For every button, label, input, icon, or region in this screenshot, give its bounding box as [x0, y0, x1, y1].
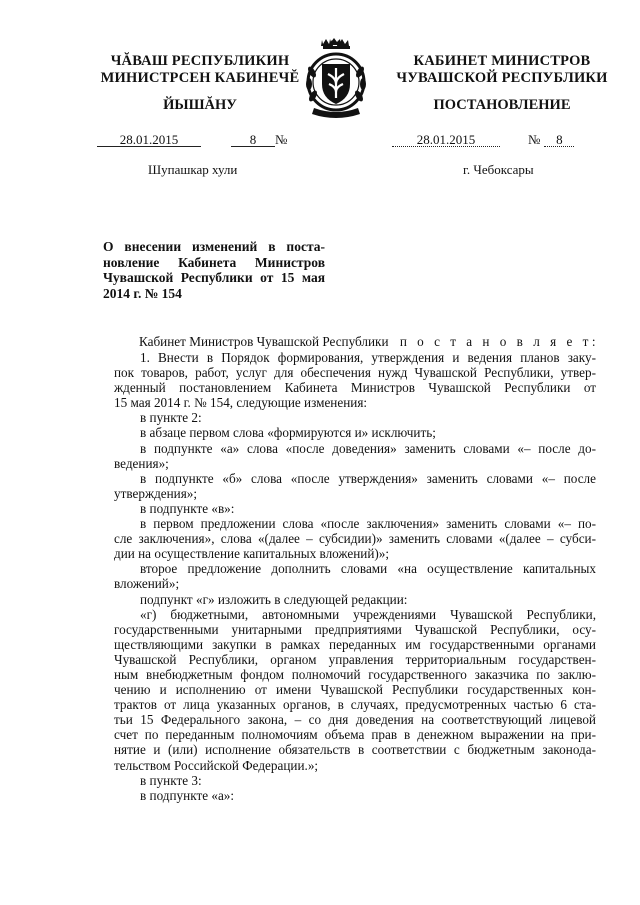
body-line: дии на осуществление капитальных вложений)»;: [114, 546, 390, 562]
body-line: нятие и (или) исполнение обязательств в соответствии с бюджетным законода-: [114, 742, 596, 758]
body-line: ведения»;: [114, 455, 169, 471]
left-number-sign: №: [275, 132, 288, 147]
body-line: в подпункте «а» слова «после доведения» заменить словами «– после до-: [140, 440, 596, 456]
left-meta-line: [97, 132, 317, 148]
right-city: г. Чебоксары: [463, 162, 534, 177]
body-line: тьи 15 Федерального закона, – со дня доведения на соответствующий лицевой: [114, 712, 596, 728]
header-right-line2: ЧУВАШСКОЙ РЕСПУБЛИКИ: [396, 70, 608, 86]
subject-line: новление Кабинета Министров: [103, 254, 325, 270]
subject-line: 2014 г. № 154: [103, 285, 182, 301]
preamble-text: Кабинет Министров Чувашской Республики: [139, 334, 389, 349]
header-right-line1: КАБИНЕТ МИНИСТРОВ: [413, 53, 591, 69]
body-line: ным внебюджетным фондом полномочий государственного заказчика по заклю-: [114, 666, 596, 682]
header-left-doc-type: ЙЫШĂНУ: [163, 97, 237, 113]
body-line: сле заключения», слова «(далее – субсидии)» заменить словами «(далее – субси-: [114, 531, 596, 547]
body-line: счет по переданным полномочиям объема прав в денежном выражении на при-: [114, 727, 596, 743]
preamble: [139, 334, 599, 349]
body-line: утверждения»;: [114, 485, 198, 501]
header-right: [382, 53, 622, 87]
body-line: в абзаце первом слова «формируются и» исключить;: [140, 425, 436, 441]
body-line: в подпункте «а»:: [140, 787, 235, 803]
body-line: в пункте 2:: [140, 410, 202, 426]
left-date: 28.01.2015: [97, 133, 201, 147]
document-body: [114, 350, 596, 803]
body-line: пок товаров, работ, услуг для обеспечения нужд Чувашской Республики, утвер-: [114, 365, 596, 381]
body-line: «г) бюджетными, автономными учреждениями Чувашской Республики,: [140, 606, 596, 622]
left-city: Шупашкар хули: [148, 162, 238, 177]
subject-line: О внесении изменений в поста-: [103, 239, 325, 254]
subject-line: Чувашской Республики от 15 мая: [103, 270, 325, 286]
right-date: 28.01.2015: [392, 133, 500, 147]
body-line: 1. Внести в Порядок формирования, утверждения и ведения планов заку-: [140, 350, 596, 365]
body-line: в подпункте «б» слова «после утверждения» заменить словами «– после: [140, 470, 596, 486]
document-subject: [103, 239, 325, 301]
body-line: в подпункте «в»:: [140, 500, 235, 516]
body-line: подпункт «г» изложить в следующей редакции:: [140, 591, 408, 607]
header-left: [80, 53, 320, 87]
body-line: тельством Российской Федерации.»;: [114, 757, 319, 773]
right-meta-line: [392, 132, 632, 148]
header-left-line2: МИНИСТРСЕН КАБИНЕЧĔ: [100, 70, 300, 86]
preamble-resolves: п о с т а н о в л я е т:: [399, 334, 600, 349]
header-right-doc-type: ПОСТАНОВЛЕНИЕ: [433, 97, 571, 113]
body-line: чению и исполнению от имени Чувашской Республики государственных кон-: [114, 682, 596, 698]
body-line: государственными унитарными предприятиями Чувашской Республики, осу-: [114, 621, 596, 637]
body-line: трактов от лица указанных органов, в случаях, предусмотренных частью 6 ста-: [114, 697, 596, 713]
body-line: вложений»;: [114, 576, 180, 592]
header-left-line1: ЧĂВАШ РЕСПУБЛИКИН: [110, 53, 290, 69]
body-line: Чувашской Республики, органом управления территориальным государствен-: [114, 651, 596, 667]
body-line: в пункте 3:: [140, 772, 202, 788]
right-number-sign: №: [528, 132, 541, 147]
left-number: 8: [231, 133, 275, 147]
right-number: 8: [544, 133, 574, 147]
body-line: 15 мая 2014 г. № 154, следующие изменения:: [114, 395, 368, 411]
body-line: жденный постановлением Кабинета Министров Чувашской Республики от: [114, 380, 596, 396]
coat-of-arms-icon: [298, 38, 374, 122]
body-line: в первом предложении слова «после заключения» заменить словами «– по-: [140, 516, 596, 532]
body-line: второе предложение дополнить словами «на осуществление капитальных: [140, 561, 596, 577]
body-line: ществляющими закупки в рамках переданных им государственными органами: [114, 636, 596, 652]
